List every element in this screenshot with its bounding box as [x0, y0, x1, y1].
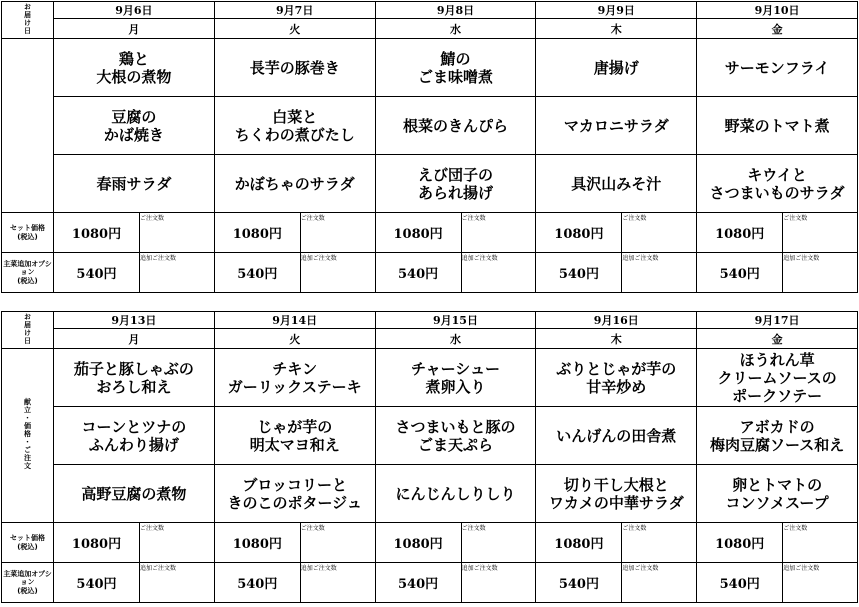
order-count-field[interactable]: ご注文数 — [622, 523, 697, 563]
set-price-value: 1080円 — [536, 213, 622, 253]
side-label — [2, 349, 54, 523]
option-price-value: 540円 — [54, 253, 140, 293]
dish-cell: 具沢山みそ汁 — [536, 155, 697, 213]
set-price-label — [2, 213, 54, 253]
set-price-row — [2, 523, 858, 563]
option-order-count-field[interactable]: 追加ご注文数 — [622, 253, 697, 293]
dish-cell: 鶏と 大根の煮物 — [54, 39, 215, 97]
order-count-field[interactable]: ご注文数 — [783, 523, 858, 563]
date-cell: 9月13日 — [54, 312, 215, 329]
option-price-value: 540円 — [697, 253, 783, 293]
date-cell: 9月9日 — [536, 2, 697, 19]
dish-cell: いんげんの田舎煮 — [536, 407, 697, 465]
order-count-field[interactable]: ご注文数 — [140, 523, 215, 563]
weekday-cell: 水 — [375, 19, 536, 39]
tax-included-text: (税込) — [17, 232, 38, 241]
dish-cell: チャーシュー 煮卵入り — [375, 349, 536, 407]
option-label — [2, 253, 54, 293]
set-price-value: 1080円 — [375, 523, 461, 563]
dish-cell: 鯖の ごま味噌煮 — [375, 39, 536, 97]
dish-cell: コーンとツナの ふんわり揚げ — [54, 407, 215, 465]
dish-cell: さつまいもと豚の ごま天ぷら — [375, 407, 536, 465]
dish-cell: 高野豆腐の煮物 — [54, 465, 215, 523]
delivery-day-label — [2, 312, 54, 349]
option-price-value: 540円 — [697, 563, 783, 603]
option-price-value: 540円 — [214, 253, 300, 293]
dish-cell: 切り干し大根と ワカメの中華サラダ — [536, 465, 697, 523]
option-order-count-field[interactable]: 追加ご注文数 — [783, 253, 858, 293]
dish-cell: かぼちゃのサラダ — [214, 155, 375, 213]
delivery-day-text: お届け日 — [23, 312, 32, 345]
date-cell: 9月8日 — [375, 2, 536, 19]
delivery-day-text: お届け日 — [23, 2, 32, 35]
dish-cell: 茄子と豚しゃぶの おろし和え — [54, 349, 215, 407]
set-price-row — [2, 213, 858, 253]
weekday-cell: 月 — [54, 329, 215, 349]
dish-row — [2, 465, 858, 523]
option-order-count-field[interactable]: 追加ご注文数 — [140, 563, 215, 603]
date-cell: 9月16日 — [536, 312, 697, 329]
date-row — [2, 2, 858, 19]
order-count-field[interactable]: ご注文数 — [300, 523, 375, 563]
weekday-cell: 水 — [375, 329, 536, 349]
dish-cell: サーモンフライ — [697, 39, 858, 97]
weekday-cell: 木 — [536, 329, 697, 349]
set-price-value: 1080円 — [214, 523, 300, 563]
option-order-count-field[interactable]: 追加ご注文数 — [461, 253, 536, 293]
dish-cell: ぶりとじゃが芋の 甘辛炒め — [536, 349, 697, 407]
set-price-value: 1080円 — [214, 213, 300, 253]
option-order-count-field[interactable]: 追加ご注文数 — [461, 563, 536, 603]
menu-table-week-2 — [1, 311, 858, 603]
option-label — [2, 563, 54, 603]
dish-cell: 長芋の豚巻き — [214, 39, 375, 97]
dish-cell: 春雨サラダ — [54, 155, 215, 213]
dish-cell: 白菜と ちくわの煮びたし — [214, 97, 375, 155]
set-price-value: 1080円 — [54, 213, 140, 253]
weekday-row — [2, 19, 858, 39]
dish-cell: 豆腐の かば焼き — [54, 97, 215, 155]
dish-cell: キウイと さつまいものサラダ — [697, 155, 858, 213]
dish-cell: マカロニサラダ — [536, 97, 697, 155]
weekday-cell: 木 — [536, 19, 697, 39]
option-order-count-field[interactable]: 追加ご注文数 — [622, 563, 697, 603]
tax-included-text: (税込) — [17, 276, 38, 285]
dish-cell: えび団子の あられ揚げ — [375, 155, 536, 213]
order-count-field[interactable]: ご注文数 — [300, 213, 375, 253]
set-price-value: 1080円 — [697, 523, 783, 563]
week-1-block — [1, 1, 857, 293]
weekday-cell: 火 — [214, 19, 375, 39]
weekday-cell: 月 — [54, 19, 215, 39]
set-price-value: 1080円 — [54, 523, 140, 563]
dish-cell: 野菜のトマト煮 — [697, 97, 858, 155]
order-count-field[interactable]: ご注文数 — [783, 213, 858, 253]
dish-cell: チキン ガーリックステーキ — [214, 349, 375, 407]
dish-row — [2, 407, 858, 465]
side-label-text: 献立・価格・ご注文 — [23, 398, 32, 471]
dish-cell: ほうれん草 クリームソースの ポークソテー — [697, 349, 858, 407]
dish-cell: 唐揚げ — [536, 39, 697, 97]
dish-row — [2, 349, 858, 407]
date-cell: 9月10日 — [697, 2, 858, 19]
option-price-value: 540円 — [54, 563, 140, 603]
option-order-count-field[interactable]: 追加ご注文数 — [300, 563, 375, 603]
date-cell: 9月15日 — [375, 312, 536, 329]
date-cell: 9月17日 — [697, 312, 858, 329]
option-order-count-field[interactable]: 追加ご注文数 — [783, 563, 858, 603]
option-order-count-field[interactable]: 追加ご注文数 — [300, 253, 375, 293]
set-price-label-text: セット価格 — [10, 534, 45, 543]
dish-cell: 根菜のきんぴら — [375, 97, 536, 155]
set-price-value: 1080円 — [375, 213, 461, 253]
dish-row — [2, 39, 858, 97]
order-count-field[interactable]: ご注文数 — [140, 213, 215, 253]
dish-cell: にんじんしりしり — [375, 465, 536, 523]
tax-included-text: (税込) — [17, 542, 38, 551]
order-count-field[interactable]: ご注文数 — [461, 213, 536, 253]
order-count-field[interactable]: ご注文数 — [622, 213, 697, 253]
option-price-value: 540円 — [214, 563, 300, 603]
dish-row — [2, 97, 858, 155]
dish-cell: アボカドの 梅肉豆腐ソース和え — [697, 407, 858, 465]
weekday-row — [2, 329, 858, 349]
option-price-value: 540円 — [375, 253, 461, 293]
option-label-text: 主菜追加オプション — [3, 260, 52, 277]
set-price-value: 1080円 — [697, 213, 783, 253]
option-price-value: 540円 — [375, 563, 461, 603]
order-count-field[interactable]: ご注文数 — [461, 523, 536, 563]
weekday-cell: 金 — [697, 19, 858, 39]
option-price-value: 540円 — [536, 563, 622, 603]
date-row — [2, 312, 858, 329]
option-label-text: 主菜追加オプション — [3, 570, 52, 587]
option-price-row — [2, 563, 858, 603]
set-price-label — [2, 523, 54, 563]
set-price-value: 1080円 — [536, 523, 622, 563]
date-cell: 9月6日 — [54, 2, 215, 19]
set-price-label-text: セット価格 — [10, 224, 45, 233]
weekday-cell: 火 — [214, 329, 375, 349]
tax-included-text: (税込) — [17, 586, 38, 595]
dish-cell: 卵とトマトの コンソメスープ — [697, 465, 858, 523]
option-price-value: 540円 — [536, 253, 622, 293]
menu-table-week-1 — [1, 1, 858, 293]
weekday-cell: 金 — [697, 329, 858, 349]
delivery-day-label — [2, 2, 54, 39]
dish-row — [2, 155, 858, 213]
dish-cell: じゃが芋の 明太マヨ和え — [214, 407, 375, 465]
date-cell: 9月7日 — [214, 2, 375, 19]
dish-cell: ブロッコリーと きのこのポタージュ — [214, 465, 375, 523]
option-price-row — [2, 253, 858, 293]
side-label — [2, 39, 54, 213]
option-order-count-field[interactable]: 追加ご注文数 — [140, 253, 215, 293]
date-cell: 9月14日 — [214, 312, 375, 329]
week-2-block — [1, 311, 857, 603]
